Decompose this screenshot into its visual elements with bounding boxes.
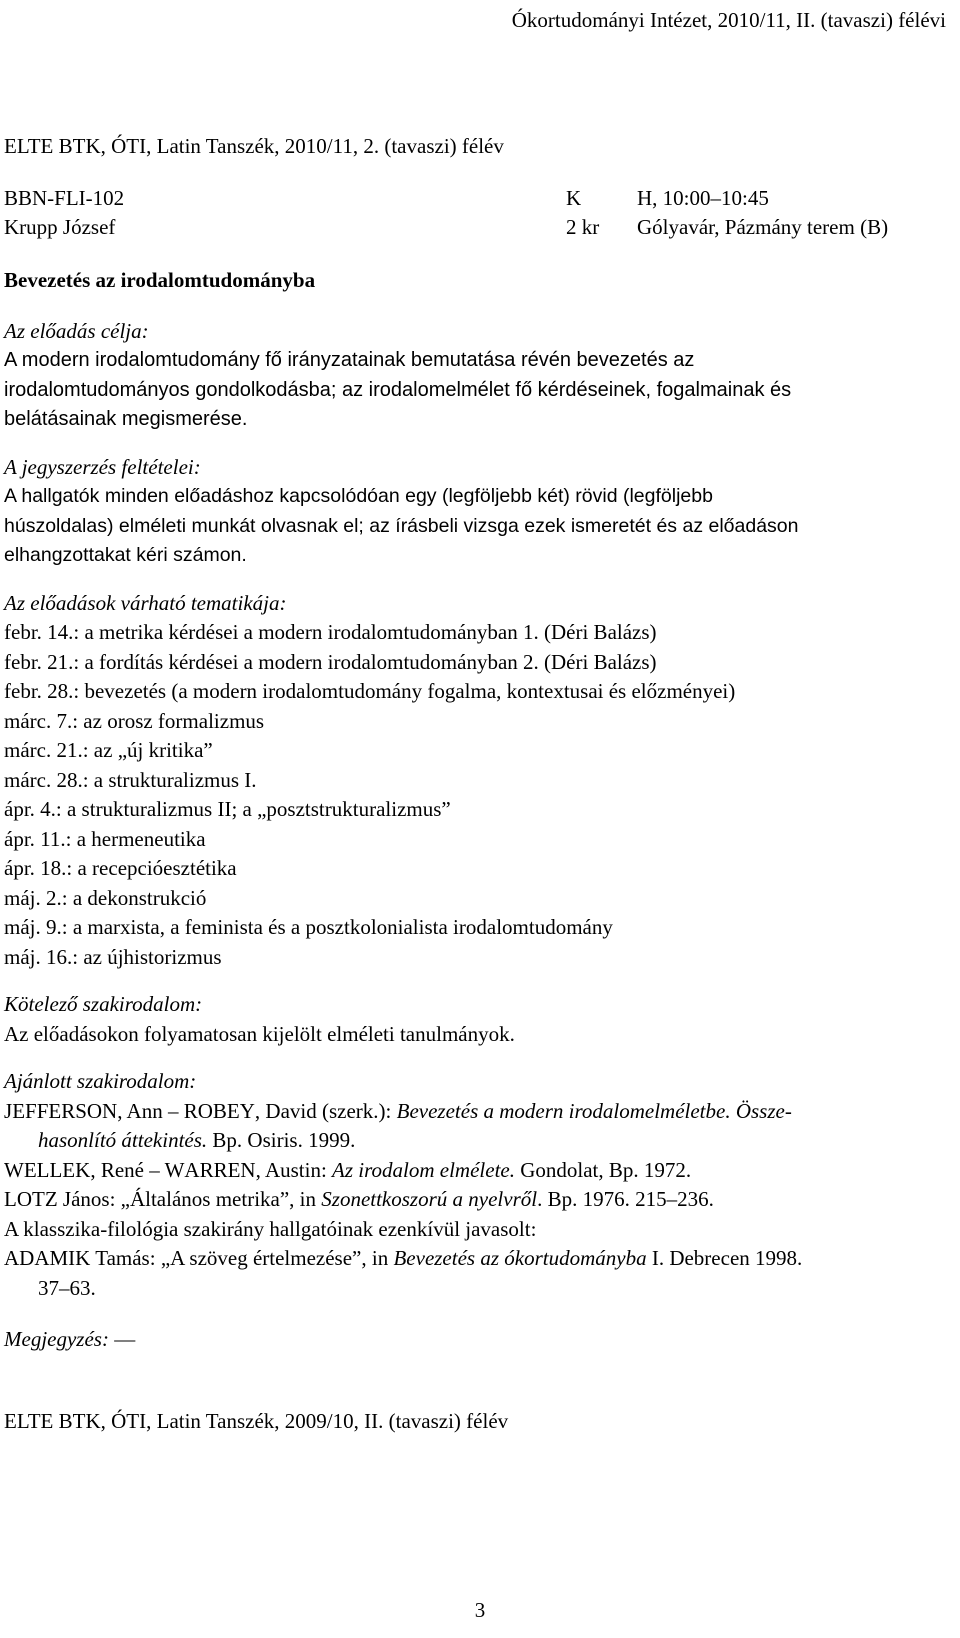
course-description [4, 132, 948, 1436]
requirements-line: húszoldalas) elméleti munkát olvasnak el; az írásbeli vizsga ezek ismeretét és az előadáson [4, 514, 799, 537]
remarks-label: Megjegyzés: [4, 1327, 109, 1351]
author-initial: R [183, 1098, 198, 1123]
author-initial: W [164, 1157, 185, 1182]
author-surname: OTZ [16, 1187, 58, 1211]
author-given: János: [57, 1187, 121, 1211]
course-title: Bevezetés az irodalomtudományba [4, 267, 316, 292]
schedule-item: máj. 2.: a dekonstrukció [4, 885, 207, 910]
requirements-label: A jegyszerzés feltételei: [4, 454, 201, 479]
institution-line: ELTE BTK, ÓTI, Latin Tanszék, 2010/11, 2. (tavaszi) félév [4, 134, 504, 158]
schedule-item: máj. 16.: az újhistorizmus [4, 944, 222, 969]
author-given: , Ann – [117, 1098, 184, 1123]
author-given: Tamás: [90, 1246, 161, 1270]
reference-1-continuation [4, 1126, 948, 1156]
reference-publication: Gondolat, Bp. 1972. [514, 1157, 692, 1182]
requirements-line: elhangzottakat kéri számon. [4, 544, 247, 566]
schedule-label: Az előadások várható tematikája: [4, 590, 287, 615]
course-info-row-1 [4, 184, 948, 214]
reference-publication: I. Debrecen 1998. [646, 1246, 803, 1270]
reference-1 [4, 1097, 948, 1127]
goal-line: belátásainak megismerése. [4, 408, 248, 430]
footer-institution-line: ELTE BTK, ÓTI, Latin Tanszék, 2009/10, II. (tavaszi) félév [4, 1408, 509, 1433]
schedule-item: febr. 28.: bevezetés (a modern irodalomtudomány fogalma, kontextusai és előzményei) [4, 679, 736, 703]
author-surname: OBEY [197, 1098, 255, 1123]
course-room: Gólyavár, Pázmány terem (B) [637, 215, 889, 239]
reference-publication: . Bp. 1976. 215–236. [537, 1187, 714, 1211]
requirements-line: A hallgatók minden előadáshoz kapcsolódóan egy (legföljebb két) rövid (legföljebb [4, 485, 713, 507]
reference-4 [4, 1244, 948, 1274]
author-surname: EFFERSON [12, 1098, 118, 1123]
reference-title: „Általános metrika” [120, 1187, 290, 1211]
author-surname: DAMIK [19, 1246, 91, 1270]
schedule-item: febr. 21.: a fordítás kérdései a modern irodalomtudományban 2. (Déri Balázs) [4, 649, 657, 674]
reference-2 [4, 1156, 948, 1186]
schedule-item: ápr. 18.: a recepcióesztétika [4, 856, 237, 880]
course-credits: 2 kr [566, 215, 600, 239]
reference-publication: Bp. Osiris. 1999. [207, 1128, 356, 1152]
reference-title: Az irodalom elmélete. [332, 1157, 515, 1182]
reference-connector: , in [289, 1187, 322, 1211]
schedule-item: febr. 14.: a metrika kérdései a modern irodalomtudományban 1. (Déri Balázs) [4, 620, 657, 644]
author-initial: J [4, 1098, 13, 1123]
goal-line: irodalomtudományos gondolkodásba; az irodalomelmélet fő kérdéseinek, fogalmainak és [4, 378, 792, 401]
recommended-note: A klasszika-filológia szakirány hallgatóinak ezenkívül javasolt: [4, 1216, 537, 1241]
required-reading-label: Kötelező szakirodalom: [4, 992, 203, 1016]
reference-4-pages: 37–63. [38, 1275, 96, 1300]
schedule-item: márc. 21.: az „új kritika” [4, 738, 213, 762]
schedule-item: márc. 7.: az orosz formalizmus [4, 708, 265, 733]
reference-connector: , in [361, 1246, 394, 1270]
required-reading-text: Az előadásokon folyamatosan kijelölt elméleti tanulmányok. [4, 1021, 515, 1046]
author-surname: ELLEK [23, 1157, 91, 1182]
course-type: K [566, 185, 582, 210]
schedule-item: ápr. 11.: a hermeneutika [4, 826, 206, 851]
course-lecturer: Krupp József [4, 215, 116, 239]
course-code: BBN-FLI-102 [4, 185, 125, 210]
reference-title: hasonlító áttekintés. [38, 1128, 208, 1152]
reference-container: Bevezetés az ókortudományba [393, 1246, 647, 1270]
schedule-item: ápr. 4.: a strukturalizmus II; a „posztstrukturalizmus” [4, 797, 451, 821]
schedule-item: márc. 28.: a strukturalizmus I. [4, 767, 257, 792]
author-surname: ARREN [184, 1157, 256, 1182]
author-initial: W [4, 1157, 24, 1182]
author-initial: L [4, 1187, 17, 1211]
recommended-reading-label: Ajánlott szakirodalom: [4, 1069, 197, 1093]
author-initial: A [4, 1246, 20, 1270]
page-number: 3 [474, 1598, 486, 1622]
reference-title: Bevezetés a modern irodalomelméletbe. Össze- [396, 1098, 792, 1123]
reference-container: Szonettkoszorú a nyelvről [321, 1187, 538, 1211]
goal-label: Az előadás célja: [4, 318, 149, 343]
schedule-item: máj. 9.: a marxista, a feminista és a posztkolonialista irodalomtudomány [4, 915, 613, 939]
remarks [4, 1325, 948, 1355]
running-header: Ókortudományi Intézet, 2010/11, II. (tavaszi) félévi [511, 8, 946, 32]
author-given: , David (szerk.): [254, 1098, 397, 1123]
author-given: , Austin: [255, 1157, 333, 1182]
reference-3 [4, 1185, 948, 1215]
reference-title: „A szöveg értelmezése” [160, 1246, 362, 1270]
course-time: H, 10:00–10:45 [637, 185, 769, 210]
author-given: , René – [90, 1157, 165, 1182]
goal-line: A modern irodalomtudomány fő irányzatainak bemutatása révén bevezetés az [4, 349, 695, 371]
course-info-row-2 [4, 213, 948, 243]
remarks-value: — [114, 1327, 136, 1351]
